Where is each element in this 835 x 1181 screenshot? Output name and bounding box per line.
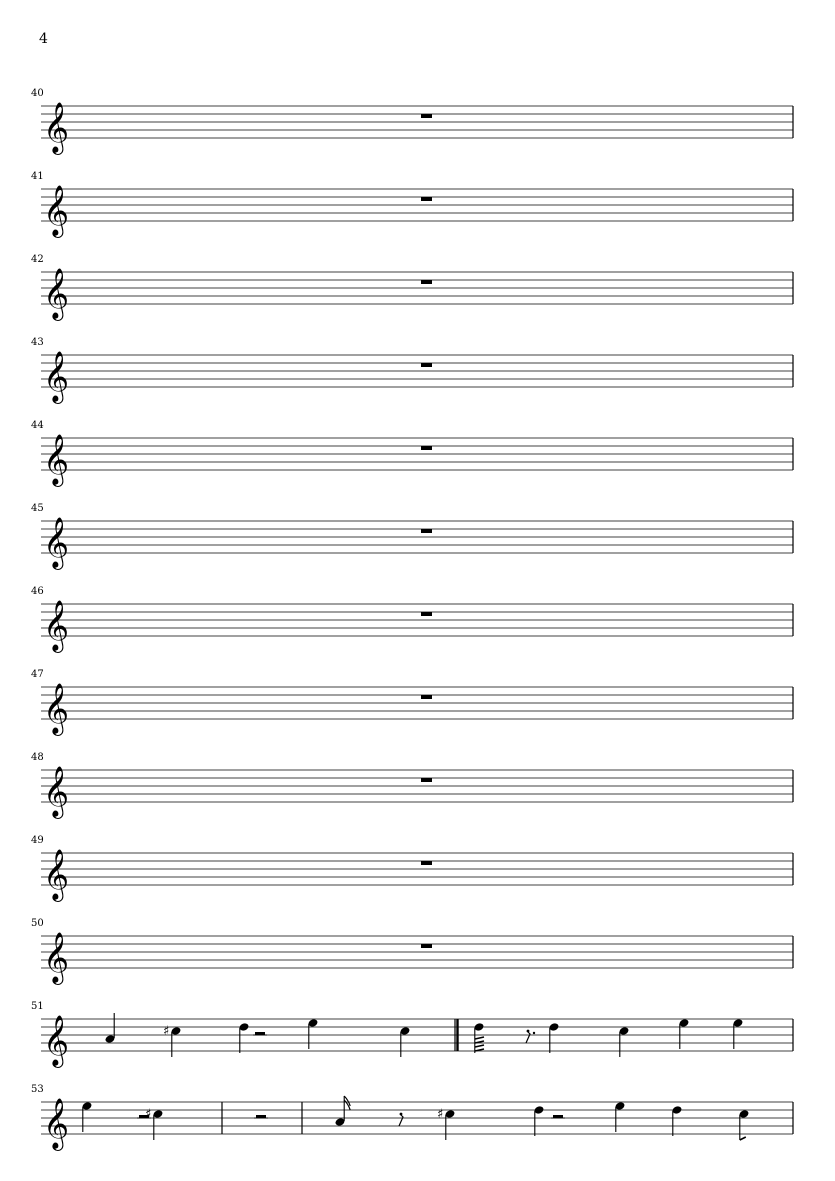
whole-rest — [421, 197, 432, 201]
whole-rest — [421, 944, 432, 948]
note — [619, 1026, 630, 1057]
staff-system — [0, 337, 835, 415]
rest-dot-head — [400, 1113, 403, 1116]
eighth-rest — [526, 1031, 530, 1043]
staff-system — [0, 1084, 835, 1162]
note — [163, 1024, 181, 1057]
measure-number: 51 — [31, 1001, 44, 1012]
whole-rest — [421, 446, 432, 450]
staff — [0, 926, 835, 996]
measure-number: 53 — [31, 1084, 44, 1095]
measure-number: 47 — [31, 669, 44, 680]
whole-rest — [421, 778, 432, 782]
treble-clef-icon: 𝄞 — [43, 849, 70, 900]
staff-system — [0, 752, 835, 830]
note — [437, 1107, 455, 1140]
measure-number: 41 — [31, 171, 44, 182]
note — [400, 1026, 411, 1057]
flag — [740, 1137, 746, 1140]
note — [679, 1018, 690, 1049]
treble-clef-icon: 𝄞 — [43, 268, 70, 319]
whole-rest — [421, 280, 432, 284]
staff-system — [0, 586, 835, 664]
measure-number: 50 — [31, 918, 44, 929]
staff-system — [0, 88, 835, 166]
note — [145, 1107, 163, 1140]
staff-system — [0, 918, 835, 996]
staff — [0, 96, 835, 166]
staff — [0, 1092, 835, 1162]
sharp-accidental: ♯ — [145, 1107, 152, 1122]
note — [308, 1018, 319, 1049]
sharp-accidental: ♯ — [163, 1024, 170, 1039]
note — [239, 1022, 250, 1053]
whole-rest — [421, 363, 432, 367]
staff — [0, 511, 835, 581]
measure-number: 49 — [31, 835, 44, 846]
treble-clef-icon: 𝄞 — [43, 600, 70, 651]
staff — [0, 594, 835, 664]
whole-rest — [421, 861, 432, 865]
treble-clef-icon: 𝄞 — [43, 102, 70, 153]
note — [534, 1105, 545, 1136]
note — [82, 1101, 93, 1132]
measure-number: 43 — [31, 337, 44, 348]
staff-system — [0, 171, 835, 249]
whole-rest — [421, 114, 432, 118]
staff — [0, 843, 835, 913]
whole-rest — [421, 695, 432, 699]
staff — [0, 677, 835, 747]
measure-number: 44 — [31, 420, 44, 431]
treble-clef-icon: 𝄞 — [43, 434, 70, 485]
staff — [0, 179, 835, 249]
staff — [0, 428, 835, 498]
staff — [0, 345, 835, 415]
treble-clef-icon: 𝄞 — [43, 766, 70, 817]
staff-system — [0, 420, 835, 498]
staff-system — [0, 1001, 835, 1079]
staff-system — [0, 835, 835, 913]
note — [615, 1101, 626, 1132]
eighth-rest — [399, 1114, 403, 1126]
note — [739, 1109, 750, 1140]
measure-number: 40 — [31, 88, 44, 99]
sharp-accidental: ♯ — [437, 1107, 444, 1122]
note — [733, 1018, 744, 1049]
tremolo-slash — [475, 1045, 484, 1047]
staff — [0, 1009, 835, 1079]
treble-clef-icon: 𝄞 — [43, 1098, 70, 1149]
treble-clef-icon: 𝄞 — [43, 517, 70, 568]
measure-number: 46 — [31, 586, 44, 597]
tremolo-slash — [475, 1037, 484, 1039]
whole-rest — [421, 529, 432, 533]
rest-dot-head — [527, 1030, 530, 1033]
staff — [0, 760, 835, 830]
treble-clef-icon: 𝄞 — [43, 683, 70, 734]
note — [335, 1096, 351, 1127]
staff — [0, 262, 835, 332]
treble-clef-icon: 𝄞 — [43, 932, 70, 983]
whole-rest — [421, 612, 432, 616]
note — [105, 1013, 116, 1044]
note — [672, 1105, 683, 1136]
staff-system — [0, 254, 835, 332]
treble-clef-icon: 𝄞 — [43, 185, 70, 236]
measure-number: 48 — [31, 752, 44, 763]
staff-system — [0, 669, 835, 747]
treble-clef-icon: 𝄞 — [43, 351, 70, 402]
note — [549, 1022, 560, 1053]
page-number: 4 — [39, 31, 48, 47]
treble-clef-icon: 𝄞 — [43, 1015, 70, 1066]
augmentation-dot — [533, 1032, 535, 1034]
measure-number: 42 — [31, 254, 44, 265]
measure-number: 45 — [31, 503, 44, 514]
staff-system — [0, 503, 835, 581]
